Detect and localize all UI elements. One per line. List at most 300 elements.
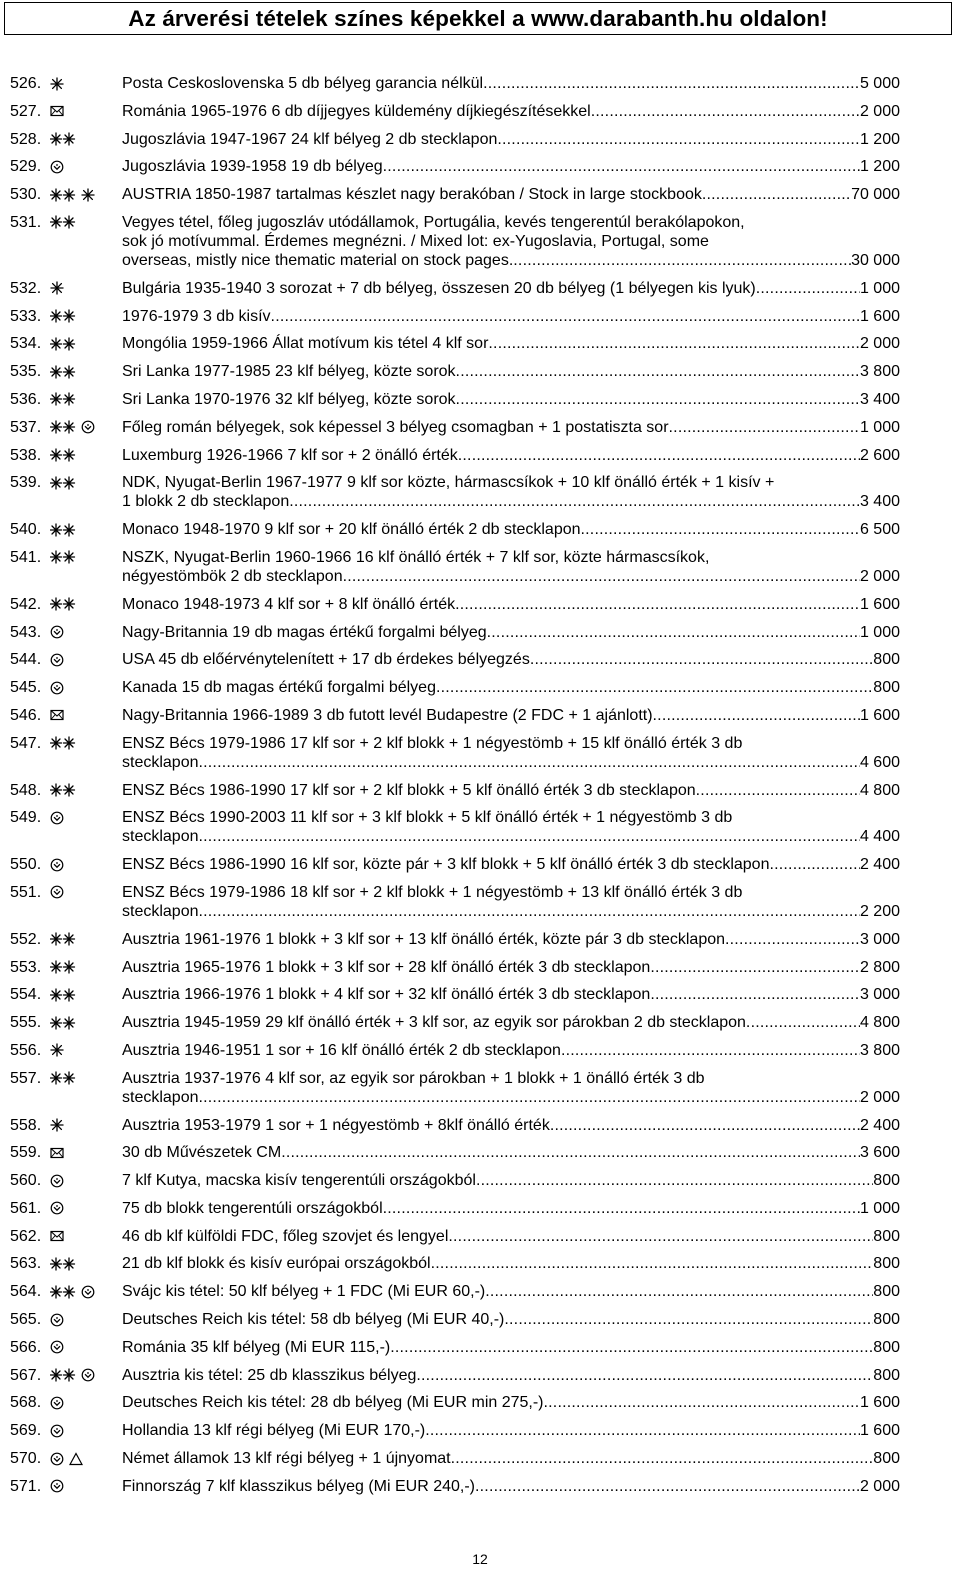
- dot-leader: [497, 130, 860, 149]
- lot-number: 567.: [10, 1366, 42, 1384]
- cancelled-circle-icon: [50, 1452, 64, 1466]
- lot-description-last-line: [122, 985, 900, 1004]
- dot-leader: [271, 307, 860, 326]
- dot-leader: [343, 567, 860, 586]
- lot-description-last-line: [122, 650, 900, 669]
- lot-number: 536.: [10, 390, 42, 408]
- double-asterisk-icon: [50, 550, 76, 564]
- cancelled-circle-icon: [50, 1313, 64, 1327]
- lot-description-last-line: [122, 958, 900, 977]
- lot-entry: [10, 1366, 900, 1385]
- lot-text: 75 db blokk tengerentúli országokból: [122, 1199, 383, 1217]
- double-asterisk-icon: [50, 1368, 76, 1382]
- lot-number: 557.: [10, 1069, 42, 1087]
- lot-description: [122, 734, 900, 772]
- cancelled-circle-icon: [81, 1368, 95, 1382]
- lot-text: Főleg román bélyegek, sok képessel 3 bélyeg csomagban + 1 postatiszta sor: [122, 418, 669, 436]
- lot-entry: [10, 74, 900, 93]
- lot-description-line: sok jó motívummal. Érdemes megnézni. / Mixed lot: ex-Yugoslavia, Portugal, some: [122, 232, 709, 250]
- dot-leader: [504, 1310, 873, 1329]
- lot-number: 564.: [10, 1283, 42, 1301]
- lot-price: 2 000: [859, 1477, 900, 1495]
- cancelled-circle-icon: [50, 811, 64, 825]
- lot-description-line: NDK, Nyugat-Berlin 1967-1977 9 klf sor közte, hármascsíkok + 10 klf önálló érték + 1 kisív +: [122, 474, 775, 492]
- cancelled-circle-icon: [50, 625, 64, 639]
- lot-number: 547.: [10, 734, 42, 752]
- lot-number: 541.: [10, 548, 42, 566]
- cancelled-circle-icon: [50, 653, 64, 667]
- lot-entry: [10, 1227, 900, 1246]
- lot-text: Svájc kis tétel: 50 klf bélyeg + 1 FDC (Mi EUR 60,-): [122, 1283, 486, 1301]
- lot-description: [122, 1013, 900, 1032]
- lot-price: 800: [873, 1311, 900, 1329]
- lot-description-last-line: [122, 1116, 900, 1135]
- cancelled-circle-icon: [50, 858, 64, 872]
- lot-text: stecklapon: [122, 902, 199, 920]
- cancelled-circle-icon: [50, 1424, 64, 1438]
- lot-icons: [50, 1171, 64, 1190]
- dot-leader: [458, 446, 860, 465]
- lot-number: 546.: [10, 706, 42, 724]
- lot-price: 2 800: [859, 958, 900, 976]
- lot-price: 1 600: [859, 706, 900, 724]
- double-asterisk-icon: [50, 523, 76, 537]
- dot-leader: [199, 902, 860, 921]
- lot-text: Jugoszlávia 1947-1967 24 klf bélyeg 2 db stecklapon: [122, 130, 498, 148]
- lot-icons: [50, 734, 76, 753]
- lot-entry: [10, 548, 900, 586]
- lot-icons: [50, 883, 64, 902]
- lot-entry: [10, 650, 900, 669]
- lot-icons: [50, 213, 76, 232]
- lot-description-last-line: [122, 1171, 900, 1190]
- lot-icons: [50, 390, 76, 409]
- dot-leader: [448, 1227, 873, 1246]
- lot-number: 555.: [10, 1014, 42, 1032]
- lot-entry: [10, 1421, 900, 1440]
- dot-leader: [199, 827, 860, 846]
- lot-description-last-line: [122, 102, 900, 121]
- single-asterisk-icon: [50, 1118, 64, 1132]
- lot-description: [122, 213, 900, 270]
- lot-description: [122, 985, 900, 1004]
- lot-text: Monaco 1948-1973 4 klf sor + 8 klf önálló érték: [122, 595, 456, 613]
- lot-price: 4 800: [859, 1014, 900, 1032]
- lot-description: [122, 1393, 900, 1412]
- double-asterisk-icon: [50, 476, 76, 490]
- lot-text: Sri Lanka 1970-1976 32 klf bélyeg, közte sorok: [122, 390, 456, 408]
- lot-price: 6 500: [859, 521, 900, 539]
- double-asterisk-icon: [50, 988, 76, 1002]
- dot-leader: [769, 855, 859, 874]
- lot-description: [122, 1041, 900, 1060]
- lot-entry: [10, 958, 900, 977]
- lot-number: 549.: [10, 809, 42, 827]
- lot-text: négyestömbök 2 db stecklapon: [122, 567, 343, 585]
- lot-text: stecklapon: [122, 753, 199, 771]
- double-asterisk-icon: [50, 960, 76, 974]
- lot-number: 545.: [10, 679, 42, 697]
- dot-leader: [390, 1338, 873, 1357]
- dot-leader: [483, 74, 860, 93]
- lot-entry: [10, 985, 900, 1004]
- lot-icons: [50, 781, 76, 800]
- lot-description-last-line: [122, 1041, 900, 1060]
- lot-icons: [50, 1421, 64, 1440]
- lot-price: 1 600: [859, 595, 900, 613]
- lot-entry: [10, 1282, 900, 1301]
- lot-description-last-line: [122, 930, 900, 949]
- envelope-icon: [50, 1229, 64, 1243]
- lot-text: Német államok 13 klf régi bélyeg + 1 újnyomat: [122, 1450, 451, 1468]
- single-asterisk-icon: [50, 281, 64, 295]
- lot-number: 553.: [10, 958, 42, 976]
- lot-description: [122, 473, 900, 511]
- lot-icons: [50, 650, 64, 669]
- lot-number: 568.: [10, 1394, 42, 1412]
- lot-description-last-line: [122, 334, 900, 353]
- lot-description: [122, 102, 900, 121]
- lot-description-last-line: [122, 753, 900, 772]
- lot-icons: [50, 623, 64, 642]
- dot-leader: [383, 1199, 860, 1218]
- double-asterisk-icon: [50, 783, 76, 797]
- lot-icons: [50, 362, 76, 381]
- lot-entry: [10, 1254, 900, 1273]
- lot-entry: [10, 520, 900, 539]
- lot-description-last-line: [122, 1143, 900, 1162]
- lot-price: 800: [873, 1366, 900, 1384]
- lot-description-last-line: [122, 390, 900, 409]
- lot-text: Románia 35 klf bélyeg (Mi EUR 115,-): [122, 1338, 391, 1356]
- lot-text: Posta Ceskoslovenska 5 db bélyeg garancia nélkül: [122, 75, 484, 92]
- lot-description: [122, 808, 900, 846]
- lot-description-last-line: [122, 74, 900, 93]
- lot-description-line: Vegyes tétel, főleg jugoszláv utódállamok, Portugália, kevés tengerentúl berakólapokon,: [122, 213, 745, 231]
- double-asterisk-icon: [50, 1071, 76, 1085]
- lot-price: 2 400: [859, 1116, 900, 1134]
- lot-description-last-line: [122, 706, 900, 725]
- lot-number: 539.: [10, 474, 42, 492]
- lot-number: 528.: [10, 130, 42, 148]
- double-asterisk-icon: [50, 365, 76, 379]
- lot-price: 4 600: [859, 753, 900, 771]
- lot-description-line: ENSZ Bécs 1979-1986 18 klf sor + 2 klf blokk + 1 négyestömb + 13 klf önálló érték 3 db: [122, 883, 743, 901]
- double-asterisk-icon: [50, 597, 76, 611]
- lot-entry: [10, 1041, 900, 1060]
- lot-entry: [10, 279, 900, 298]
- lot-text: 7 klf Kutya, macska kisív tengerentúli országokból: [122, 1172, 476, 1190]
- dot-leader: [436, 678, 873, 697]
- lot-price: 1 000: [859, 623, 900, 641]
- lot-text: ENSZ Bécs 1986-1990 16 klf sor, közte pár + 3 klf blokk + 5 klf önálló érték 3 db stecklapon: [122, 856, 770, 874]
- lot-number: 548.: [10, 781, 42, 799]
- lot-entry: [10, 808, 900, 846]
- dot-leader: [451, 1449, 874, 1468]
- lot-description-last-line: [122, 185, 900, 204]
- lot-entry: [10, 855, 900, 874]
- lot-description-last-line: [122, 130, 900, 149]
- double-asterisk-icon: [50, 932, 76, 946]
- lot-number: 535.: [10, 363, 42, 381]
- single-asterisk-icon: [81, 188, 95, 202]
- lot-icons: [50, 418, 95, 437]
- lot-description-last-line: [122, 1338, 900, 1357]
- lot-price: 1 000: [859, 279, 900, 297]
- lot-price: 3 800: [859, 1041, 900, 1059]
- lot-price: 800: [873, 1338, 900, 1356]
- lot-price: 2 000: [859, 1088, 900, 1106]
- envelope-icon: [50, 104, 64, 118]
- lot-number: 570.: [10, 1450, 42, 1468]
- lot-price: 2 200: [859, 902, 900, 920]
- lot-description: [122, 706, 900, 725]
- lot-price: 3 000: [859, 930, 900, 948]
- lot-description: [122, 1421, 900, 1440]
- lot-description: [122, 958, 900, 977]
- lot-description: [122, 1227, 900, 1246]
- lot-entry: [10, 446, 900, 465]
- lot-description-last-line: [122, 855, 900, 874]
- lot-icons: [50, 1254, 76, 1273]
- lot-description-last-line: [122, 781, 900, 800]
- lot-number: 544.: [10, 651, 42, 669]
- lot-text: Kanada 15 db magas értékű forgalmi bélyeg: [122, 679, 436, 697]
- lot-entry: [10, 595, 900, 614]
- lot-description-last-line: [122, 446, 900, 465]
- lot-icons: [50, 548, 76, 567]
- lot-price: 1 600: [859, 307, 900, 325]
- lot-icons: [50, 1366, 95, 1385]
- lot-number: 558.: [10, 1116, 42, 1134]
- lot-entry: [10, 157, 900, 176]
- lot-text: Nagy-Britannia 19 db magas értékű forgalmi bélyeg: [122, 623, 487, 641]
- lot-description: [122, 883, 900, 921]
- lot-number: 565.: [10, 1311, 42, 1329]
- lot-price: 2 400: [859, 856, 900, 874]
- lot-text: Ausztria kis tétel: 25 db klasszikus bélyeg: [122, 1366, 417, 1384]
- lot-description: [122, 185, 900, 204]
- lot-description-last-line: [122, 1310, 900, 1329]
- lot-text: Finnország 7 klf klasszikus bélyeg (Mi EUR 240,-): [122, 1477, 476, 1495]
- dot-leader: [485, 1282, 873, 1301]
- lot-entry: [10, 706, 900, 725]
- lot-icons: [50, 279, 64, 298]
- dot-leader: [425, 1421, 860, 1440]
- lot-number: 560.: [10, 1172, 42, 1190]
- lot-text: USA 45 db előérvénytelenített + 17 db érdekes bélyegzés: [122, 651, 530, 669]
- lot-icons: [50, 334, 76, 353]
- lot-description: [122, 595, 900, 614]
- lot-icons: [50, 520, 76, 539]
- lot-description-last-line: [122, 1421, 900, 1440]
- lot-number: 533.: [10, 307, 42, 325]
- lot-description: [122, 279, 900, 298]
- dot-leader: [746, 1013, 860, 1032]
- lot-entry: [10, 1310, 900, 1329]
- lot-number: 566.: [10, 1338, 42, 1356]
- lot-description: [122, 623, 900, 642]
- lot-price: 800: [873, 1450, 900, 1468]
- lot-text: Mongólia 1959-1966 Állat motívum kis tétel 4 klf sor: [122, 335, 489, 353]
- lot-entry: [10, 1393, 900, 1412]
- lot-icons: [50, 130, 76, 149]
- dot-leader: [530, 650, 873, 669]
- double-asterisk-icon: [50, 1257, 76, 1271]
- dot-leader: [581, 520, 860, 539]
- lot-entry: [10, 678, 900, 697]
- double-asterisk-icon: [50, 337, 76, 351]
- lot-description: [122, 334, 900, 353]
- lot-number: 569.: [10, 1422, 42, 1440]
- dot-leader: [475, 1477, 860, 1496]
- lot-icons: [50, 930, 76, 949]
- double-asterisk-icon: [50, 392, 76, 406]
- dot-leader: [199, 753, 860, 772]
- dot-leader: [696, 781, 860, 800]
- lot-price: 800: [873, 1255, 900, 1273]
- lot-number: 532.: [10, 279, 42, 297]
- lot-number: 554.: [10, 986, 42, 1004]
- lot-text: Ausztria 1946-1951 1 sor + 16 klf önálló érték 2 db stecklapon: [122, 1041, 561, 1059]
- dot-leader: [289, 492, 860, 511]
- lot-text: Ausztria 1945-1959 29 klf önálló érték + 3 klf sor, az egyik sor párokban 2 db stecklapon: [122, 1014, 746, 1032]
- lot-price: 3 400: [859, 390, 900, 408]
- double-asterisk-icon: [50, 420, 76, 434]
- lot-icons: [50, 1477, 64, 1496]
- lot-price: 3 800: [859, 363, 900, 381]
- lot-description: [122, 781, 900, 800]
- lot-description: [122, 1366, 900, 1385]
- lot-number: 559.: [10, 1144, 42, 1162]
- double-asterisk-icon: [50, 188, 76, 202]
- lot-price: 3 600: [859, 1144, 900, 1162]
- lot-text: Ausztria 1965-1976 1 blokk + 3 klf sor + 28 klf önálló érték 3 db stecklapon: [122, 958, 651, 976]
- lot-entry: [10, 1338, 900, 1357]
- lot-entry: [10, 102, 900, 121]
- dot-leader: [669, 418, 860, 437]
- envelope-icon: [50, 708, 64, 722]
- dot-leader: [456, 390, 860, 409]
- lot-entry: [10, 1199, 900, 1218]
- double-asterisk-icon: [50, 1016, 76, 1030]
- lot-entry: [10, 390, 900, 409]
- lot-description: [122, 1069, 900, 1107]
- lot-text: Ausztria 1953-1979 1 sor + 1 négyestömb + 8klf önálló érték: [122, 1116, 550, 1134]
- lot-description: [122, 1116, 900, 1135]
- lot-entry: [10, 734, 900, 772]
- triangle-icon: [69, 1452, 83, 1466]
- lot-icons: [50, 307, 76, 326]
- dot-leader: [591, 102, 860, 121]
- lot-icons: [50, 1393, 64, 1412]
- lot-text: AUSTRIA 1850-1987 tartalmas készlet nagy berakóban / Stock in large stockbook: [122, 186, 702, 204]
- lot-description: [122, 1282, 900, 1301]
- dot-leader: [561, 1041, 860, 1060]
- double-asterisk-icon: [50, 448, 76, 462]
- cancelled-circle-icon: [50, 885, 64, 899]
- lot-description: [122, 520, 900, 539]
- lot-entry: [10, 1013, 900, 1032]
- lot-text: 1 blokk 2 db stecklapon: [122, 493, 290, 511]
- lot-description: [122, 1477, 900, 1496]
- cancelled-circle-icon: [50, 160, 64, 174]
- lot-icons: [50, 1116, 64, 1135]
- lot-text: stecklapon: [122, 1088, 199, 1106]
- lot-entry: [10, 307, 900, 326]
- lot-price: 70 000: [851, 186, 900, 204]
- lot-description-last-line: [122, 1013, 900, 1032]
- lot-entry: [10, 473, 900, 511]
- lot-price: 5 000: [859, 75, 900, 92]
- lot-icons: [50, 1227, 64, 1246]
- lot-description: [122, 1199, 900, 1218]
- lot-number: 563.: [10, 1255, 42, 1273]
- lot-number: 538.: [10, 446, 42, 464]
- dot-leader: [544, 1393, 860, 1412]
- lot-icons: [50, 446, 76, 465]
- dot-leader: [488, 334, 860, 353]
- lot-icons: [50, 157, 64, 176]
- cancelled-circle-icon: [50, 1479, 64, 1493]
- lot-description-last-line: [122, 279, 900, 298]
- lot-icons: [50, 1041, 64, 1060]
- lot-price: 3 000: [859, 986, 900, 1004]
- lot-price: 30 000: [851, 251, 900, 269]
- lot-text: Ausztria 1966-1976 1 blokk + 4 klf sor + 32 klf önálló érték 3 db stecklapon: [122, 986, 651, 1004]
- lot-icons: [50, 102, 64, 121]
- lot-number: 530.: [10, 186, 42, 204]
- lot-description: [122, 362, 900, 381]
- lot-description-last-line: [122, 1366, 900, 1385]
- dot-leader: [725, 930, 860, 949]
- lot-description-line: ENSZ Bécs 1990-2003 11 klf sor + 3 klf blokk + 5 klf önálló érték + 1 négyestömb 3 db: [122, 809, 733, 827]
- lot-price: 800: [873, 1172, 900, 1190]
- cancelled-circle-icon: [50, 1340, 64, 1354]
- cancelled-circle-icon: [50, 1174, 64, 1188]
- lot-description: [122, 130, 900, 149]
- lot-description-line: ENSZ Bécs 1979-1986 17 klf sor + 2 klf blokk + 1 négyestömb + 15 klf önálló érték 3 db: [122, 734, 743, 752]
- lot-icons: [50, 808, 64, 827]
- dot-leader: [431, 1254, 874, 1273]
- lot-description: [122, 418, 900, 437]
- lot-price: 2 000: [859, 102, 900, 120]
- lot-description-line: Ausztria 1937-1976 4 klf sor, az egyik sor párokban + 1 blokk + 1 önálló érték 3 db: [122, 1069, 705, 1087]
- double-asterisk-icon: [50, 1285, 76, 1299]
- lot-text: 1976-1979 3 db kisív: [122, 307, 271, 325]
- lot-description: [122, 157, 900, 176]
- lot-description: [122, 548, 900, 586]
- double-asterisk-icon: [50, 132, 76, 146]
- lot-number: 561.: [10, 1199, 42, 1217]
- lot-text: ENSZ Bécs 1986-1990 17 klf sor + 2 klf blokk + 5 klf önálló érték 3 db stecklapon: [122, 781, 696, 799]
- dot-leader: [702, 185, 851, 204]
- lot-icons: [50, 1310, 64, 1329]
- dot-leader: [416, 1366, 873, 1385]
- dot-leader: [650, 985, 860, 1004]
- cancelled-circle-icon: [50, 1396, 64, 1410]
- lot-description-last-line: [122, 1282, 900, 1301]
- lot-description-line: NSZK, Nyugat-Berlin 1960-1966 16 klf önálló érték + 7 klf sor, közte hármascsíkok,: [122, 548, 710, 566]
- lot-text: Ausztria 1961-1976 1 blokk + 3 klf sor + 13 klf önálló érték, közte pár 3 db stecklapon: [122, 930, 726, 948]
- lot-description-last-line: [122, 595, 900, 614]
- lot-icons: [50, 74, 64, 93]
- lot-description-last-line: [122, 157, 900, 176]
- lot-text: Sri Lanka 1977-1985 23 klf bélyeg, közte sorok: [122, 363, 456, 381]
- cancelled-circle-icon: [50, 1201, 64, 1215]
- lot-number: 551.: [10, 883, 42, 901]
- lot-price: 1 200: [859, 158, 900, 176]
